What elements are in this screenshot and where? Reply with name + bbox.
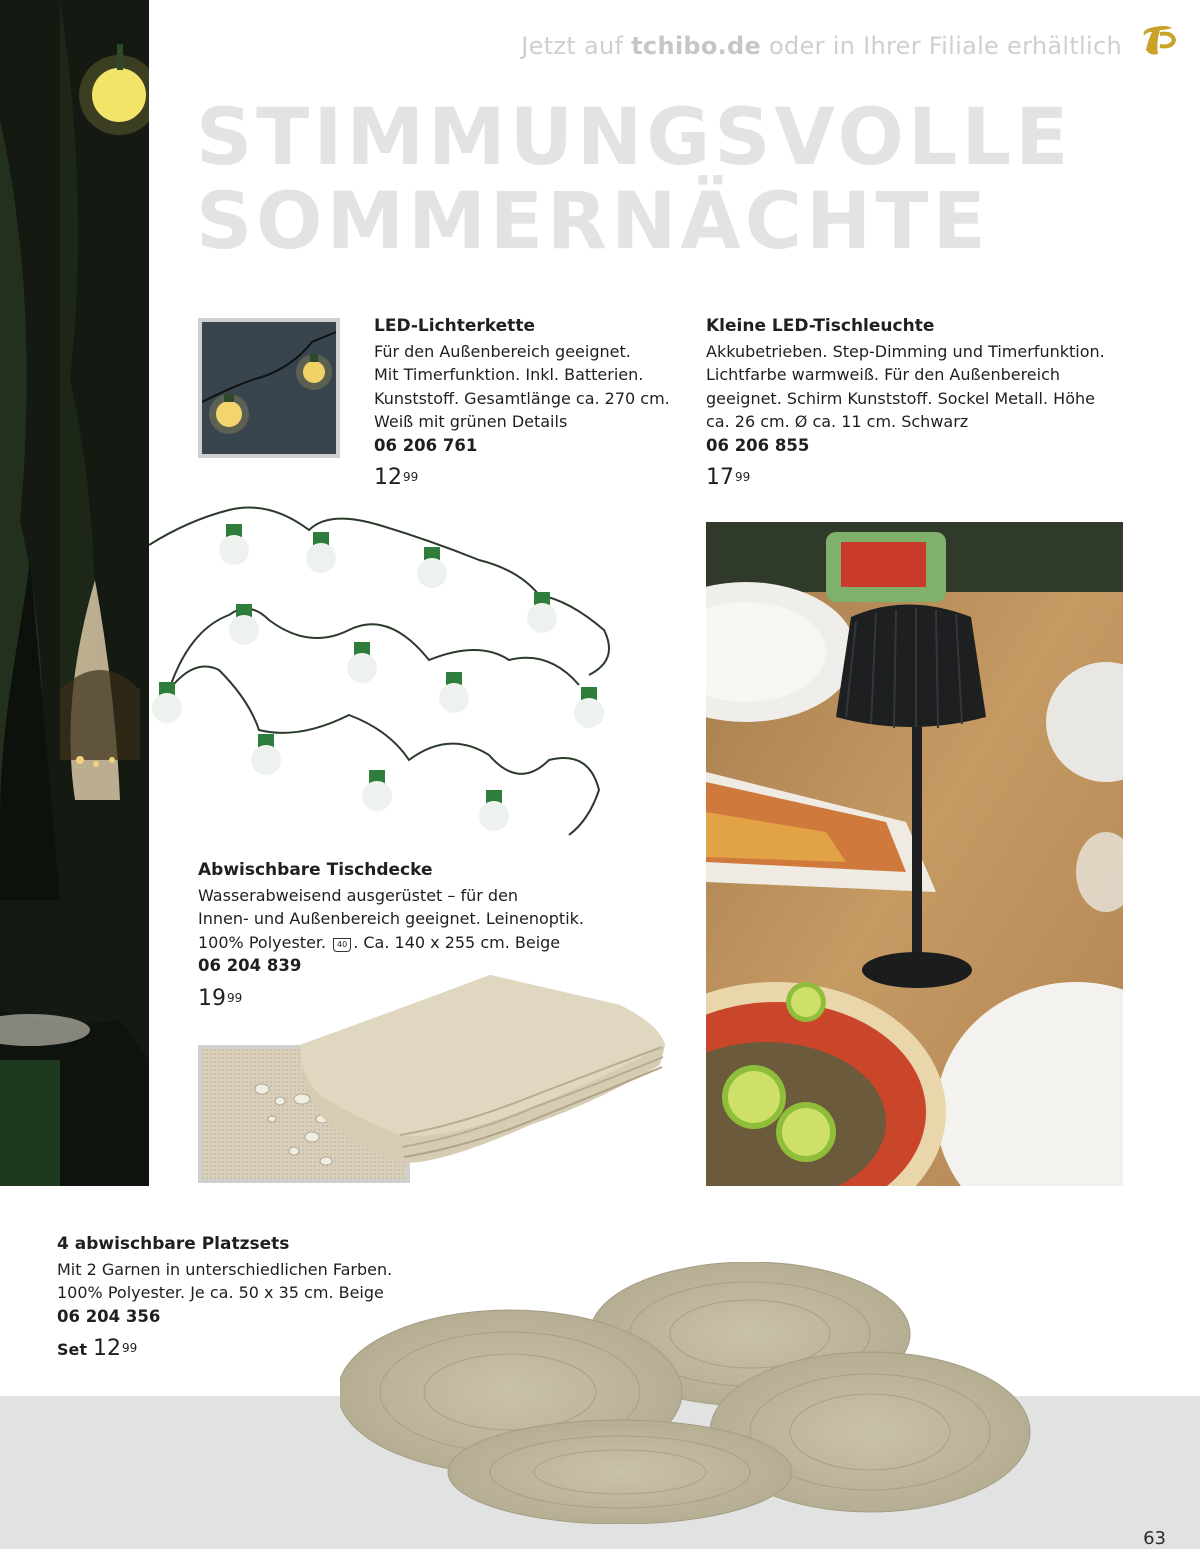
price-prefix: Set — [57, 1340, 88, 1359]
price — [706, 465, 1126, 491]
price-main: 12 — [93, 1336, 122, 1361]
wash-40-icon: 40 — [333, 938, 351, 952]
article-number: 06 206 855 — [706, 435, 810, 455]
product-description: Mit 2 Garnen in unterschiedlichen Farben. 100% Polyester. Je ca. 50 x 35 cm. Beige — [57, 1259, 393, 1302]
price-main: 17 — [706, 465, 734, 490]
article-number: 06 204 839 — [198, 956, 302, 975]
product-name: LED-Lichterkette — [374, 316, 535, 336]
article-number: 06 204 356 — [57, 1306, 161, 1326]
night-scene-photo — [0, 0, 149, 1186]
price-cents: 99 — [227, 990, 243, 1005]
headline-line-1: STIMMUNGSVOLLE — [196, 93, 1073, 183]
product-description: Für den Außenbereich geeignet. Mit Timerfunktion. Inkl. Batterien. Kunststoff. Gesamtlänge ca. 270 cm. Weiß mit grünen Details — [374, 341, 670, 431]
led-string-illustration — [149, 490, 619, 850]
product-led-string — [374, 315, 674, 491]
brand-link[interactable]: tchibo.de — [631, 32, 762, 60]
product-description-line: Innen- und Außenbereich geeignet. Leinenoptik. — [198, 909, 584, 928]
price-cents: 99 — [735, 470, 751, 484]
product-name: Kleine LED-Tischleuchte — [706, 316, 935, 336]
product-name: 4 abwischbare Platzsets — [57, 1234, 290, 1254]
availability-prefix: Jetzt auf — [521, 32, 632, 60]
product-description: Akkubetrieben. Step-Dimming und Timerfunktion. Lichtfarbe warmweiß. Für den Außenbereich geeignet. Schirm Kunststoff. Sockel Metall. Höhe ca. 26 cm. Ø ca. 11 cm. Schwarz — [706, 341, 1105, 431]
product-led-table-lamp — [706, 315, 1126, 491]
table-lamp-photo — [706, 522, 1123, 1186]
product-name: Abwischbare Tischdecke — [198, 860, 433, 880]
article-number: 06 206 761 — [374, 435, 478, 455]
tchibo-logo-icon — [1136, 20, 1180, 64]
placemats-image — [340, 1262, 1040, 1524]
product-description-line: Wasserabweisend ausgerüstet – für den — [198, 885, 519, 905]
availability-suffix: oder in Ihrer Filiale erhältlich — [761, 32, 1122, 60]
availability-note — [521, 32, 1122, 60]
price-cents: 99 — [403, 470, 419, 484]
headline-line-2: SOMMERNÄCHTE — [196, 177, 990, 267]
price-main: 12 — [374, 465, 402, 490]
page-headline — [196, 93, 1096, 267]
price — [374, 465, 674, 491]
page-number: 63 — [1143, 1528, 1166, 1549]
price-cents: 99 — [122, 1341, 138, 1355]
product-description-line: 100% Polyester. 40 . Ca. 140 x 255 cm. Beige — [198, 932, 561, 952]
folded-tablecloth-image — [290, 975, 670, 1175]
price-main: 19 — [198, 985, 226, 1011]
led-string-thumbnail — [198, 318, 340, 458]
